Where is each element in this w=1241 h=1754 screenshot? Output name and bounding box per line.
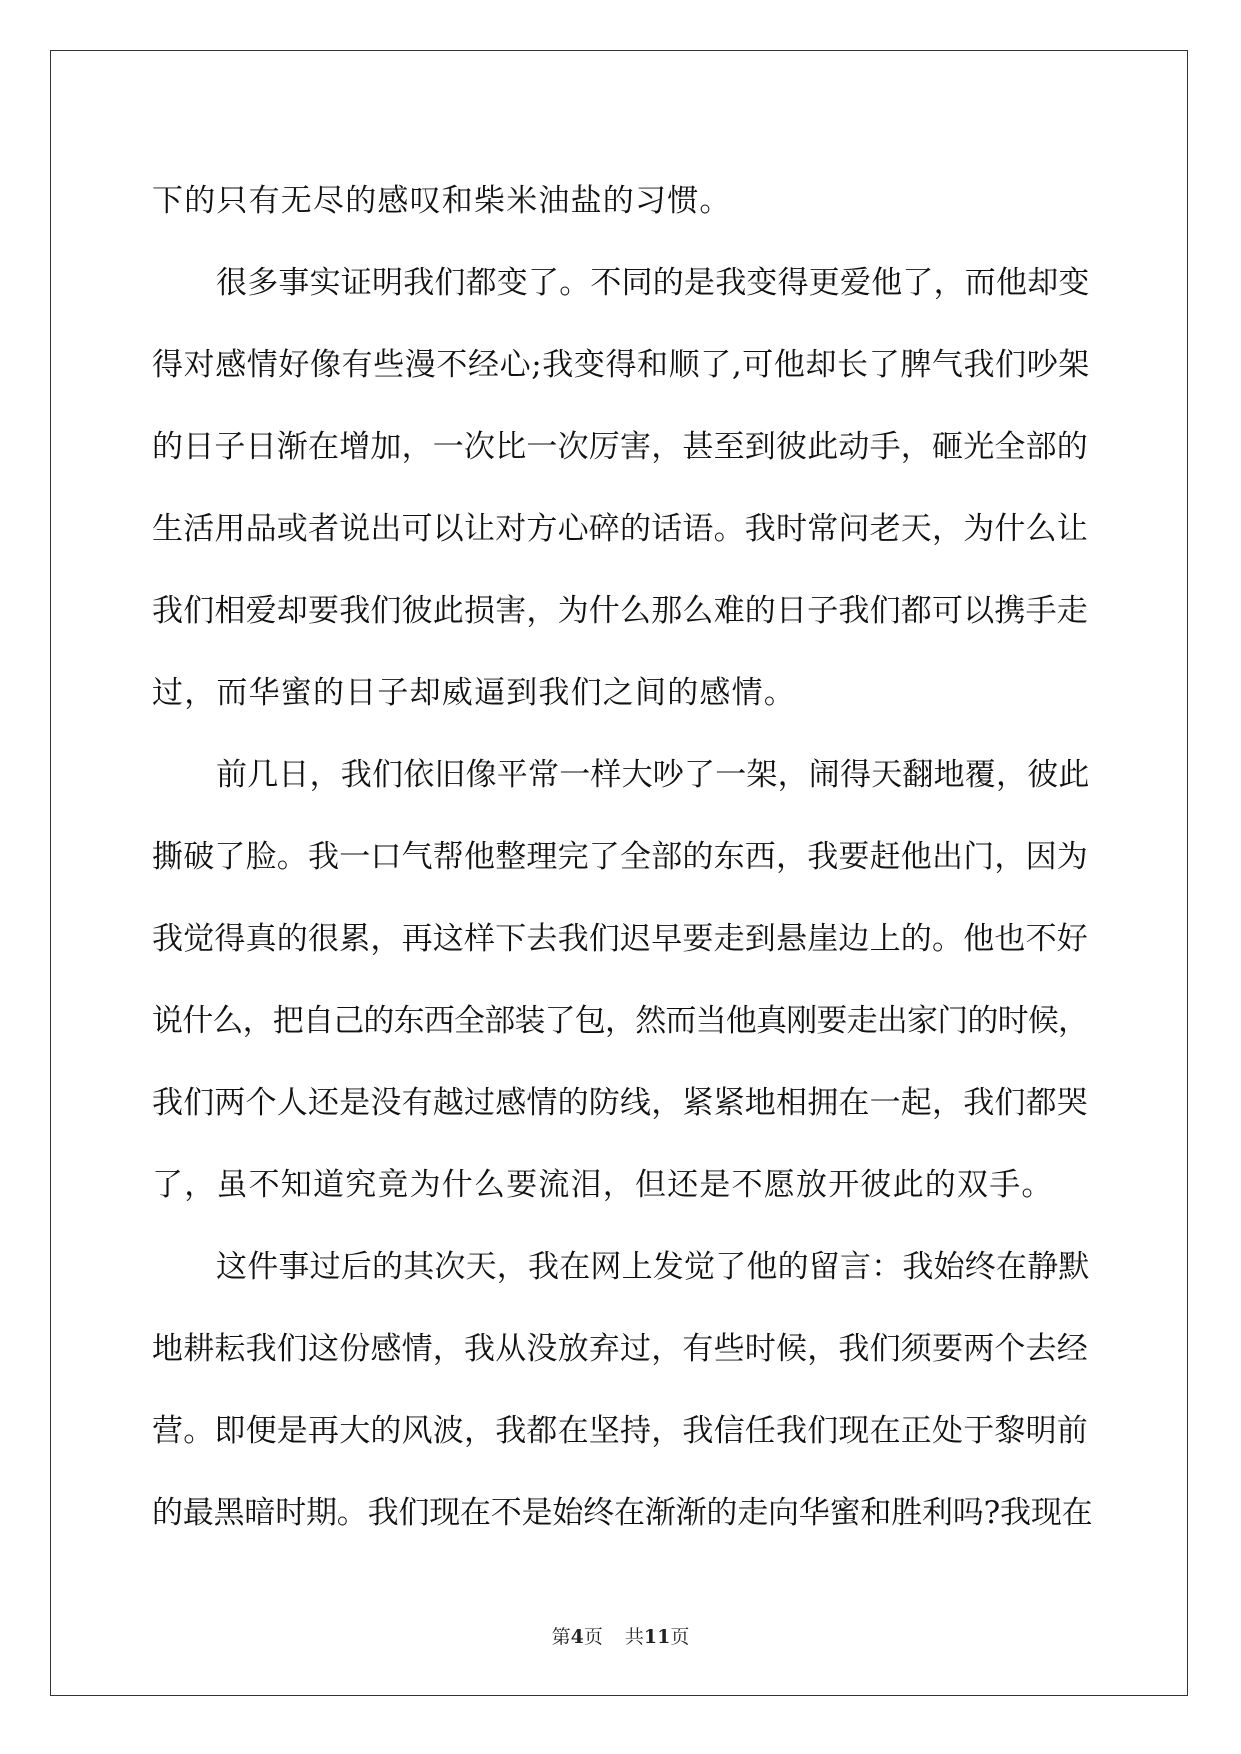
- text-line: 我们相爱却要我们彼此损害，为什么那么难的日子我们都可以携手走: [152, 593, 1088, 629]
- text-line: 前几日，我们依旧像平常一样大吵了一架，闹得天翻地覆，彼此: [216, 757, 1090, 793]
- text-line: 这件事过后的其次天，我在网上发觉了他的留言：我始终在静默: [216, 1249, 1090, 1285]
- text-line: 说什么，把自己的东西全部装了包，然而当他真刚要走出家门的时候，: [152, 1003, 1089, 1039]
- text-line: 地耕耘我们这份感情，我从没放弃过，有些时候，我们须要两个去经: [152, 1331, 1088, 1367]
- document-body: [152, 160, 1092, 1554]
- page-prefix: 第: [551, 1626, 571, 1648]
- text-line: 得对感情好像有些漫不经心;我变得和顺了,可他却长了脾气我们吵架: [152, 347, 1090, 383]
- page-footer: [0, 1622, 1241, 1649]
- text-line: 了，虽不知道究竟为什么要流泪，但还是不愿放开彼此的双手。: [152, 1167, 1054, 1203]
- text-line: 过，而华蜜的日子却威逼到我们之间的感情。: [152, 675, 796, 711]
- text-line: 很多事实证明我们都变了。不同的是我变得更爱他了，而他却变: [216, 265, 1090, 301]
- total-pages: 11: [643, 1626, 671, 1648]
- page-suffix: 页: [583, 1626, 603, 1648]
- total-prefix: 共: [624, 1626, 644, 1648]
- text-line: 营。即便是再大的风波，我都在坚持，我信任我们现在正处于黎明前: [152, 1413, 1088, 1449]
- text-line: 撕破了脸。我一口气帮他整理完了全部的东西，我要赶他出门，因为: [152, 839, 1088, 875]
- text-line: 我们两个人还是没有越过感情的防线，紧紧地相拥在一起，我们都哭: [152, 1085, 1088, 1121]
- text-line: 生活用品或者说出可以让对方心碎的话语。我时常问老天，为什么让: [152, 511, 1088, 547]
- text-line: 的日子日渐在增加，一次比一次厉害，甚至到彼此动手，砸光全部的: [152, 429, 1088, 465]
- text-line: 的最黑暗时期。我们现在不是始终在渐渐的走向华蜜和胜利吗?我现在: [152, 1495, 1093, 1531]
- total-suffix: 页: [670, 1626, 690, 1648]
- text-line: 我觉得真的很累，再这样下去我们迟早要走到悬崖边上的。他也不好: [152, 921, 1088, 957]
- page-number: 4: [570, 1626, 584, 1648]
- text-line: 下的只有无尽的感叹和柴米油盐的习惯。: [152, 183, 732, 219]
